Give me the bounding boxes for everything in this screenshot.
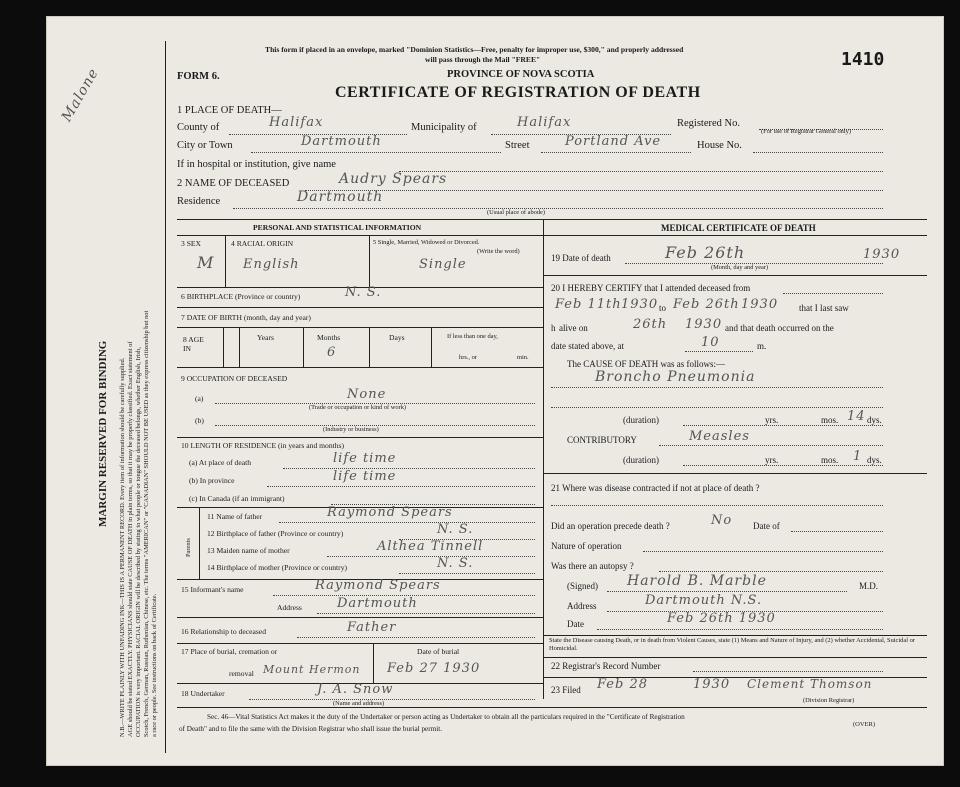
informant-address-label: Address — [277, 603, 302, 612]
signed-value: Harold B. Marble — [627, 573, 767, 589]
occupation-a-label: (a) — [195, 394, 204, 403]
contrib-duration-label: (duration) — [623, 455, 659, 465]
parents-label: Parents — [185, 538, 192, 557]
occupation-b-note: (Industry or business) — [323, 426, 379, 433]
date-burial-value: Feb 27 1930 — [387, 661, 481, 676]
registration-stamp: 1410 — [841, 49, 885, 70]
sex-label: 3 SEX — [181, 239, 202, 248]
residence-a-value: life time — [333, 451, 397, 466]
date-of-death-label: 19 Date of death — [551, 253, 611, 263]
margin-note-e: a race or people. See instructions on back of Certificate. — [151, 593, 158, 737]
margin-binding-label: MARGIN RESERVED FOR BINDING — [97, 340, 109, 527]
marital-label: 5 Single, Married, Widowed or Divorced. — [373, 239, 480, 246]
autopsy-label: Was there an autopsy ? — [551, 561, 634, 571]
months-value: 6 — [327, 345, 337, 360]
mother-birth-label: 14 Birthplace of mother (Province or country) — [207, 563, 348, 572]
margin-divider — [165, 41, 166, 753]
from-year: 1930 — [621, 297, 659, 312]
alive-label: alive on — [559, 323, 588, 333]
occupation-b-label: (b) — [195, 416, 204, 425]
deceased-name-label: 2 NAME OF DECEASED — [177, 178, 290, 189]
mother-label: 13 Maiden name of mother — [207, 546, 290, 555]
county-value: Halifax — [269, 115, 324, 130]
registered-no-label: Registered No. — [677, 118, 740, 129]
medical-address-value: Dartmouth N.S. — [645, 593, 763, 608]
cause-yrs-label: yrs. — [765, 415, 779, 425]
contrib-mos-label: mos. — [821, 455, 839, 465]
age-label: 8 AGE IN — [183, 335, 204, 353]
operation-label: Did an operation precede death ? — [551, 521, 670, 531]
personal-heading: PERSONAL AND STATISTICAL INFORMATION — [253, 223, 422, 232]
to-value: Feb 26th — [673, 297, 740, 312]
residence-c-label: (c) In Canada (if an immigrant) — [189, 494, 285, 503]
under-day-label: If less than one day, — [447, 333, 498, 340]
margin-note-d: Scotch, French, German, Russian, Ruthenian, Chinese, etc. The terms "AMERICAN" or "CANADIAN" SHOULD NOT BE USED as they express citizenship but not — [143, 310, 150, 737]
occupation-note: (Trade or occupation or kind of work) — [309, 404, 407, 411]
municipality-label: Municipality of — [411, 122, 477, 133]
medical-date-label: Date — [567, 619, 584, 629]
residence-a-label: (a) At place of death — [189, 458, 251, 467]
margin-note-c: OCCUPATION is very important. RACIAL ORIGIN will be described by stating to what people or tongue the deceased belongs, whether English, Irish, — [135, 347, 142, 737]
mother-birth-value: N. S. — [437, 556, 474, 571]
cause-days-value: 14 — [847, 409, 866, 424]
cause-label: The CAUSE OF DEATH was as follows:— — [567, 359, 725, 369]
sex-value: M — [197, 253, 215, 272]
undertaker-value: J. A. Snow — [317, 682, 394, 697]
house-no-label: House No. — [697, 140, 742, 151]
envelope-note: This form if placed in an envelope, marked "Dominion Statistics—Free, penalty for improper use, $300," and properly addressed — [265, 45, 684, 54]
nature-label: Nature of operation — [551, 541, 622, 551]
margin-handwriting: Malone — [58, 65, 103, 125]
cause-dys-label: dys. — [867, 415, 882, 425]
footer-over: (OVER) — [853, 721, 876, 728]
division-registrar-note: (Division Registrar) — [803, 697, 855, 704]
city-value: Dartmouth — [301, 134, 382, 149]
filed-year: 1930 — [693, 677, 731, 692]
birthplace-value: N. S. — [345, 285, 382, 300]
residence-b-value: life time — [333, 469, 397, 484]
contributory-value: Measles — [689, 429, 750, 444]
alive-value: 26th — [633, 317, 668, 332]
months-label: Months — [317, 333, 341, 342]
residence-value: Dartmouth — [297, 189, 384, 205]
residence-note: (Usual place of abode) — [487, 209, 546, 216]
cause-duration-label: (duration) — [623, 415, 659, 425]
father-birth-value: N. S. — [437, 522, 474, 537]
death-certificate — [46, 16, 944, 766]
contrib-days-value: 1 — [853, 449, 863, 464]
date-of-death-note: (Month, day and year) — [711, 264, 769, 271]
residence-length-label: 10 LENGTH OF RESIDENCE (in years and months) — [181, 441, 345, 450]
q21-label: 21 Where was disease contracted if not at place of death ? — [551, 483, 760, 493]
footer-text: Sec. 46—Vital Statistics Act makes it the duty of the Undertaker or person acting as Undertaker to obtain all the particulars required in the "Certificate of Registration — [207, 713, 685, 721]
father-birth-label: 12 Birthplace of father (Province or country) — [207, 529, 344, 538]
street-label: Street — [505, 140, 530, 151]
min-label: min. — [517, 354, 529, 361]
occupation-label: 9 OCCUPATION OF DECEASED — [181, 374, 288, 383]
hrs-label: hrs., or — [459, 354, 477, 361]
date-burial-label: Date of burial — [417, 647, 460, 656]
mother-value: Althea Tinnell — [377, 539, 484, 554]
filed-value: Feb 28 — [597, 677, 648, 692]
form-number: FORM 6. — [177, 71, 220, 82]
undertaker-label: 18 Undertaker — [181, 689, 225, 698]
footer-text-2: of Death" and to file the same with the Division Registrar who shall issue the burial permit. — [179, 725, 443, 733]
province-heading: PROVINCE OF NOVA SCOTIA — [447, 69, 595, 80]
contrib-dys-label: dys. — [867, 455, 882, 465]
residence-b-label: (b) In province — [189, 476, 235, 485]
op-date-label: Date of — [753, 521, 780, 531]
place-heading: 1 PLACE OF DEATH— — [177, 105, 282, 116]
operation-value: No — [711, 513, 733, 528]
medical-address-label: Address — [567, 601, 597, 611]
registrar-signature: Clement Thomson — [747, 677, 873, 691]
registered-no-note: (For use of Registrar General only) — [761, 128, 851, 135]
hospital-label: If in hospital or institution, give name — [177, 159, 336, 170]
father-value: Raymond Spears — [327, 505, 453, 520]
alive-year: 1930 — [685, 317, 723, 332]
md-label: M.D. — [859, 581, 879, 591]
margin-note-b: AGE should be stated EXACTLY. PHYSICIANS should state CAUSE OF DEATH in plain terms, so that it may be properly classified. Exact statement of — [127, 341, 134, 737]
relationship-label: 16 Relationship to deceased — [181, 627, 266, 636]
father-label: 11 Name of father — [207, 512, 263, 521]
violent-note: State the Disease causing Death, or in death from Violent Causes, state (1) Means and Nature of Injury, and (2) whether Accidental, Suicidal or Homicidal. — [549, 637, 915, 652]
removal-value: Mount Hermon — [263, 663, 361, 676]
dob-label: 7 DATE OF BIRTH (month, day and year) — [181, 313, 311, 322]
date-of-death-value: Feb 26th — [665, 243, 746, 262]
time-value: 10 — [701, 335, 720, 350]
envelope-note-2: will pass through the Mail "FREE" — [425, 55, 541, 64]
certify-label: 20 I HEREBY CERTIFY that I attended deceased from — [551, 283, 751, 293]
signed-label: (Signed) — [567, 581, 598, 591]
city-label: City or Town — [177, 140, 233, 151]
race-label: 4 RACIAL ORIGIN — [231, 239, 294, 248]
date-of-death-year: 1930 — [863, 247, 901, 262]
days-label: Days — [389, 333, 405, 342]
margin-note-a: N.B.—WRITE PLAINLY WITH UNFADING INK—THIS IS A PERMANENT RECORD. Every item of information should be carefully supplied. — [119, 357, 126, 737]
registrar-record-label: 22 Registrar's Record Number — [551, 661, 661, 671]
to-year: 1930 — [741, 297, 779, 312]
medical-heading: MEDICAL CERTIFICATE OF DEATH — [661, 223, 816, 233]
residence-label: Residence — [177, 196, 221, 207]
filed-label: 23 Filed — [551, 685, 581, 695]
alive-prefix: h — [551, 323, 556, 333]
municipality-value: Halifax — [517, 115, 572, 130]
years-label: Years — [257, 333, 274, 342]
from-value: Feb 11th — [555, 297, 622, 312]
informant-label: 15 Informant's name — [181, 585, 244, 594]
cause-value: Broncho Pneumonia — [595, 369, 756, 385]
county-label: County of — [177, 122, 220, 133]
occupation-a-value: None — [347, 387, 387, 402]
cause-mos-label: mos. — [821, 415, 839, 425]
to-label: to — [659, 303, 667, 313]
deceased-name-value: Audry Spears — [339, 171, 448, 187]
contrib-yrs-label: yrs. — [765, 455, 779, 465]
undertaker-note: (Name and address) — [333, 700, 385, 707]
removal-label: removal — [229, 669, 254, 678]
occurred-label: and that death occurred on the — [725, 323, 834, 333]
informant-address-value: Dartmouth — [337, 596, 418, 611]
m-label: m. — [757, 341, 767, 351]
certificate-title: CERTIFICATE OF REGISTRATION OF DEATH — [335, 84, 701, 101]
burial-label: 17 Place of burial, cremation or — [181, 647, 278, 656]
race-value: English — [243, 257, 300, 272]
street-value: Portland Ave — [565, 134, 662, 149]
medical-date-value: Feb 26th 1930 — [667, 611, 776, 626]
contributory-label: CONTRIBUTORY — [567, 435, 637, 445]
date-above-label: date stated above, at — [551, 341, 624, 351]
relationship-value: Father — [347, 620, 397, 635]
marital-note: (Write the word) — [477, 248, 520, 255]
last-saw-label: that I last saw — [799, 303, 849, 313]
marital-value: Single — [419, 257, 467, 272]
informant-value: Raymond Spears — [315, 578, 441, 593]
birthplace-label: 6 BIRTHPLACE (Province or country) — [181, 292, 301, 301]
